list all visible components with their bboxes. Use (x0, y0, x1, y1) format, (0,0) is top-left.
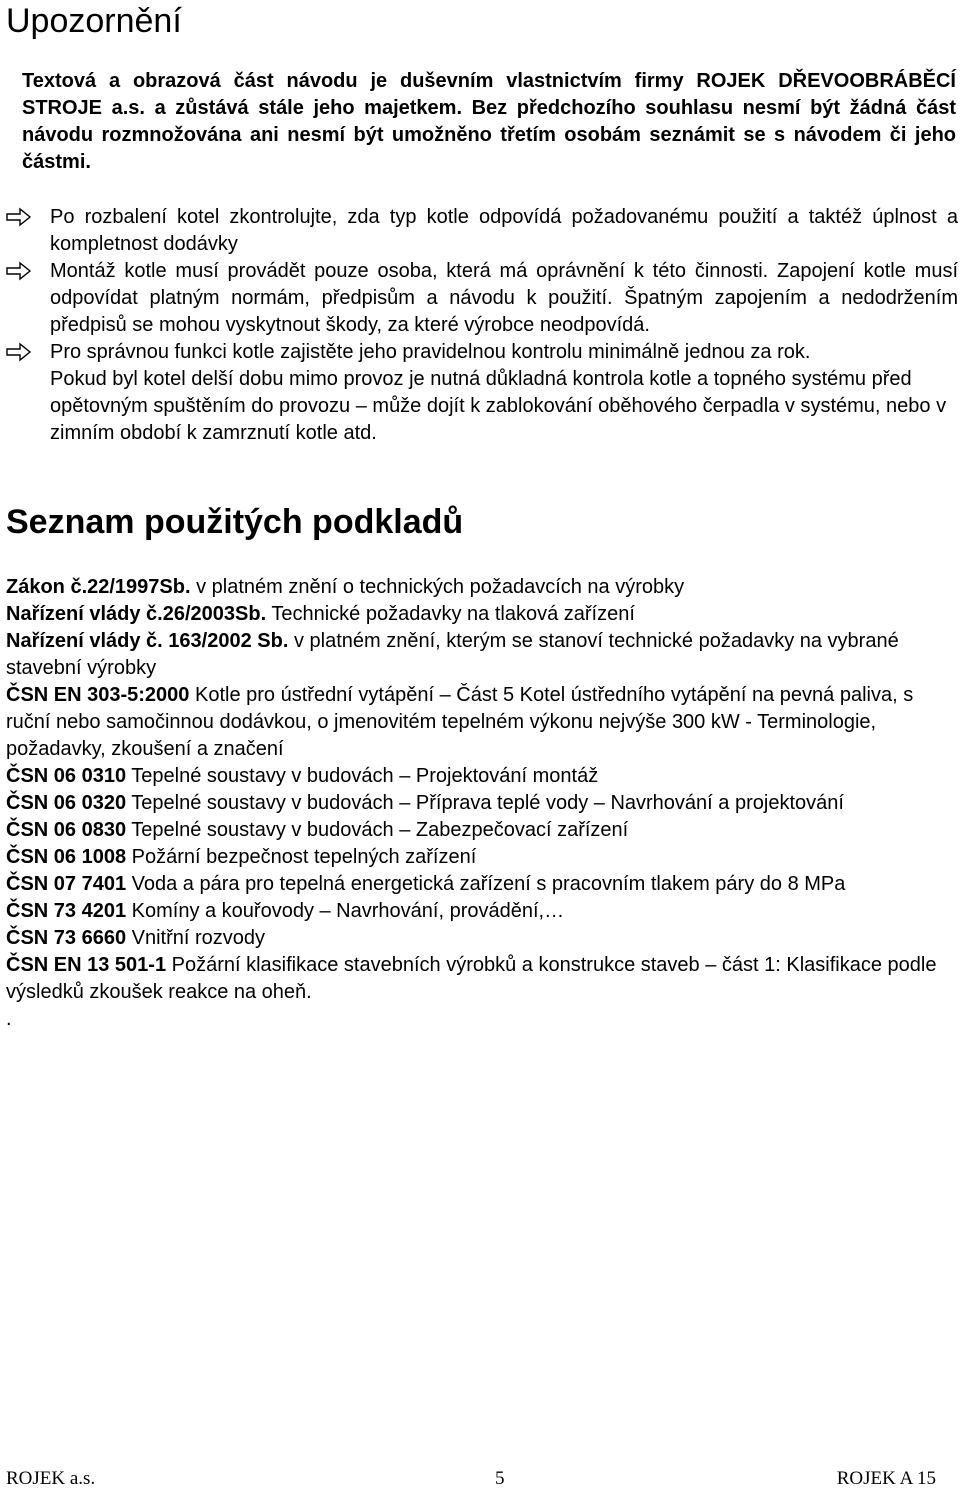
source-description: v platném znění, kterým se stanoví technické požadavky na vybrané stavební výrobky (6, 630, 899, 679)
source-description: Voda a pára pro tepelná energetická zařízení s pracovním tlakem páry do 8 MPa (126, 873, 846, 895)
source-code: Zákon č.22/1997Sb. (6, 576, 191, 598)
section-title: Seznam použitých podkladů (6, 503, 464, 541)
source-item (6, 574, 958, 601)
source-item (6, 763, 958, 790)
note-continuation: Pokud byl kotel delší dobu mimo provoz je nutná důkladná kontrola kotle a topného systému před opětovným spuštěním do provozu – může dojít k zablokování oběhového čerpadla v systému, nebo v zimním období k zamrznutí kotle atd. (50, 368, 947, 444)
source-code: ČSN 06 0830 (6, 819, 127, 841)
source-description: Vnitřní rozvody (126, 927, 266, 949)
source-description: Tepelné soustavy v budovách – Projektování montáž (126, 765, 599, 787)
source-description: Tepelné soustavy v budovách – Příprava teplé vody – Navrhování a projektování (126, 792, 844, 814)
page-title: Upozornění (6, 2, 182, 40)
hollow-right-arrow-icon (6, 342, 32, 362)
source-description: Tepelné soustavy v budovách – Zabezpečovací zařízení (126, 819, 629, 841)
footer-company: ROJEK a.s. (6, 1468, 96, 1489)
source-item (6, 925, 958, 952)
source-code: ČSN 06 0320 (6, 792, 127, 814)
source-code: ČSN 73 4201 (6, 900, 127, 922)
source-code: ČSN 06 1008 (6, 846, 127, 868)
source-description: Komíny a kouřovody – Navrhování, provádění,… (126, 900, 565, 922)
source-code: Nařízení vlády č.26/2003Sb. (6, 603, 267, 625)
source-description: Technické požadavky na tlaková zařízení (266, 603, 635, 625)
page-number: 5 (495, 1468, 505, 1489)
source-description: v platném znění o technických požadavcích na výrobky (190, 576, 685, 598)
source-item (6, 601, 958, 628)
trailing-dot: . (6, 1008, 12, 1030)
hollow-right-arrow-icon (6, 261, 32, 281)
source-code: ČSN 07 7401 (6, 873, 127, 895)
footer-product: ROJEK A 15 (836, 1468, 936, 1489)
source-item (6, 952, 958, 1006)
source-item (6, 628, 958, 682)
copyright-notice: Textová a obrazová část návodu je duševním vlastnictvím firmy ROJEK DŘEVOOBRÁBĚCÍ STROJE a.s. a zůstává stále jeho majetkem. Bez předchozího souhlasu nesmí být žádná část návodu rozmnožována ani nesmí být umožněno třetím osobám seznámit se s návodem či jeho částmi. (22, 70, 956, 173)
notes-list (6, 204, 958, 447)
source-item (6, 682, 958, 763)
source-code: Nařízení vlády č. 163/2002 Sb. (6, 630, 289, 652)
source-item (6, 844, 958, 871)
note-text: Po rozbalení kotel zkontrolujte, zda typ kotle odpovídá požadovanému použití a taktéž úplnost a kompletnost dodávky (50, 206, 958, 255)
source-item (6, 817, 958, 844)
source-code: ČSN EN 13 501-1 (6, 954, 167, 976)
source-description: Kotle pro ústřední vytápění – Část 5 Kotel ústředního vytápění na pevná paliva, s ruční nebo samočinnou dodávkou, o jmenovitém tepelném výkonu nejvýše 300 kW - Terminologie, požadavky, zkoušení a značení (6, 684, 914, 760)
source-item (6, 898, 958, 925)
note-item (6, 339, 958, 366)
source-description: Požární klasifikace stavebních výrobků a konstrukce staveb – část 1: Klasifikace podle výsledků zkoušek reakce na oheň. (6, 954, 937, 1003)
sources-list (6, 574, 958, 1033)
source-item (6, 871, 958, 898)
source-item (6, 790, 958, 817)
source-code: ČSN EN 303-5:2000 (6, 684, 190, 706)
hollow-right-arrow-icon (6, 207, 32, 227)
source-code: ČSN 73 6660 (6, 927, 127, 949)
page-footer (6, 1468, 936, 1492)
note-item (6, 204, 958, 258)
note-text: Pro správnou funkci kotle zajistěte jeho pravidelnou kontrolu minimálně jednou za rok. (50, 341, 811, 363)
note-item (6, 258, 958, 339)
source-description: Požární bezpečnost tepelných zařízení (126, 846, 477, 868)
source-code: ČSN 06 0310 (6, 765, 127, 787)
note-text: Montáž kotle musí provádět pouze osoba, která má oprávnění k této činnosti. Zapojení kotle musí odpovídat platným normám, předpisům a návodu k použití. Špatným zapojením a nedodržením předpisů se mohou vyskytnout škody, za které výrobce neodpovídá. (50, 260, 958, 336)
